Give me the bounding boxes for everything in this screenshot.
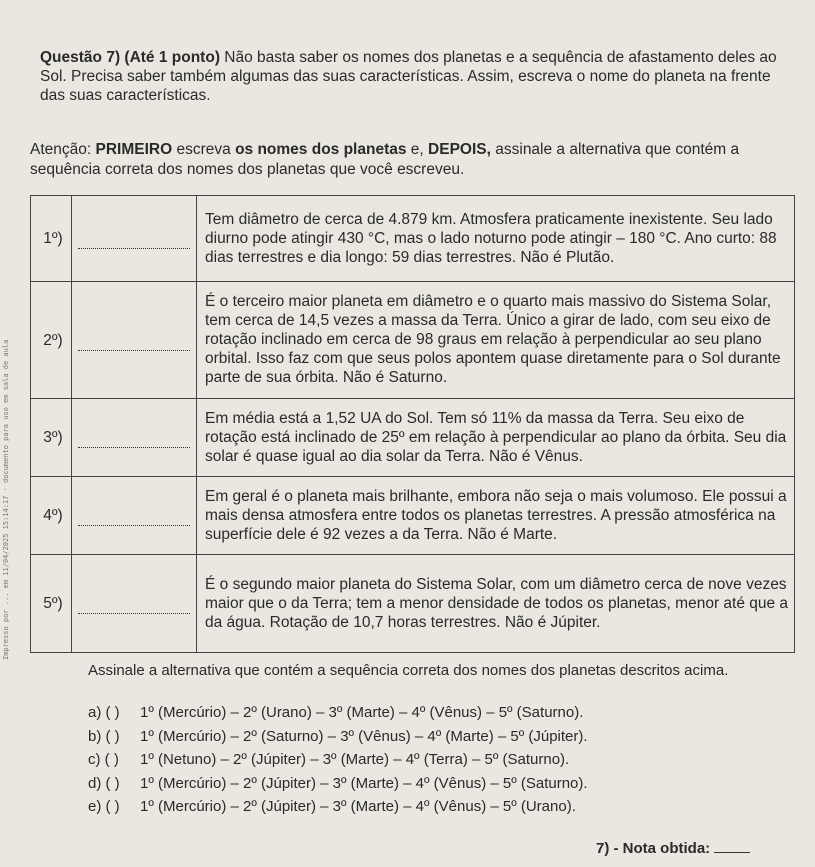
table-row [31, 477, 795, 555]
row-number: 5º) [31, 555, 72, 653]
answer-options [88, 702, 588, 820]
option-label[interactable]: e) ( ) [88, 798, 120, 816]
attention-emph-names: os nomes dos planetas [235, 141, 407, 158]
table-row [31, 555, 795, 653]
option-d[interactable] [88, 773, 588, 795]
row-number: 1º) [31, 196, 72, 282]
sequence-question: Assinale a alternativa que contém a sequência correta dos nomes dos planetas descritos acima. [88, 662, 729, 679]
attention-rest: assinale a alternativa que contém a sequência correta dos nomes dos planetas que você escreveu. [30, 141, 740, 178]
option-text: 1º (Mercúrio) – 2º (Urano) – 3º (Marte) – 4º (Vênus) – 5º (Saturno). [140, 704, 584, 721]
planet-answer-blank[interactable] [72, 399, 197, 477]
question-label: Questão 7) (Até 1 ponto) [40, 49, 220, 66]
option-label[interactable]: b) ( ) [88, 727, 120, 745]
row-number: 4º) [31, 477, 72, 555]
option-text: 1º (Mercúrio) – 2º (Saturno) – 3º (Vênus) – 4º (Marte) – 5º (Júpiter). [140, 727, 588, 745]
grade-label: 7) - Nota obtida: [596, 840, 711, 857]
margin-print-text: Impresso por ... em 11/04/2025 15:14:17 · documento para uso em sala de aula [2, 339, 10, 660]
table-row [31, 399, 795, 477]
grade-field [596, 840, 750, 857]
attention-note [30, 140, 790, 180]
planet-description: É o segundo maior planeta do Sistema Solar, com um diâmetro cerca de nove vezes maior que o da Terra; tem a menor densidade de todos os planetas, menor até que a da água. Rotação de 10,7 horas terrestres. Não é Júpiter. [197, 555, 795, 653]
question-header [40, 48, 790, 105]
option-label[interactable]: d) ( ) [88, 774, 120, 792]
option-b[interactable] [88, 726, 588, 748]
option-label[interactable]: a) ( ) [88, 704, 120, 721]
grade-blank[interactable] [714, 852, 750, 853]
option-text: 1º (Netuno) – 2º (Júpiter) – 3º (Marte) – 4º (Terra) – 5º (Saturno). [140, 751, 570, 769]
table-row [31, 282, 795, 399]
table-row [31, 196, 795, 282]
planet-answer-blank[interactable] [72, 282, 197, 399]
planet-description: Em média está a 1,52 UA do Sol. Tem só 11% da massa da Terra. Seu eixo de rotação está inclinado de 25º em relação à perpendicular ao plano da órbita. Seu dia solar é quase igual ao dia solar da Terra. Não é Vênus. [197, 399, 795, 477]
option-e[interactable] [88, 796, 588, 818]
question-text: Não basta saber os nomes dos planetas e a sequência de afastamento deles ao Sol. Precisa saber também algumas das suas características. Assim, escreva o nome do planeta na frente das suas características. [40, 49, 777, 104]
planet-description: Tem diâmetro de cerca de 4.879 km. Atmosfera praticamente inexistente. Seu lado diurno pode atingir 430 °C, mas o lado noturno pode atingir – 180 °C. Ano curto: 88 dias terrestres e dia longo: 59 dias terrestres. Não é Plutão. [197, 196, 795, 282]
attention-emph-after: DEPOIS, [428, 141, 491, 158]
option-text: 1º (Mercúrio) – 2º (Júpiter) – 3º (Marte) – 4º (Vênus) – 5º (Urano). [140, 798, 576, 816]
option-text: 1º (Mercúrio) – 2º (Júpiter) – 3º (Marte) – 4º (Vênus) – 5º (Saturno). [140, 774, 588, 792]
planet-answer-blank[interactable] [72, 477, 197, 555]
row-number: 2º) [31, 282, 72, 399]
planet-answer-blank[interactable] [72, 555, 197, 653]
row-number: 3º) [31, 399, 72, 477]
attention-prefix: Atenção: [30, 141, 92, 158]
option-a[interactable] [88, 702, 588, 724]
planet-description: É o terceiro maior planeta em diâmetro e o quarto mais massivo do Sistema Solar, tem cerca de 14,5 vezes a massa da Terra. Único a girar de lado, com seu eixo de rotação inclinado em cerca de 98 graus em relação à perpendicular ao seu plano orbital. Isso faz com que seus polos apontem quase diretamente para o Sol durante parte de sua órbita. Não é Saturno. [197, 282, 795, 399]
planet-answer-blank[interactable] [72, 196, 197, 282]
planet-description: Em geral é o planeta mais brilhante, embora não seja o mais volumoso. Ele possui a mais densa atmosfera entre todos os planetas terrestres. A pressão atmosférica na superfície dele é 92 vezes a da Terra. Não é Marte. [197, 477, 795, 555]
attention-emph-first: PRIMEIRO [95, 141, 173, 158]
planets-table [30, 195, 795, 653]
attention-mid1: escreva [176, 141, 231, 158]
option-c[interactable] [88, 749, 588, 771]
option-label[interactable]: c) ( ) [88, 751, 119, 769]
attention-mid2: e, [410, 141, 424, 158]
